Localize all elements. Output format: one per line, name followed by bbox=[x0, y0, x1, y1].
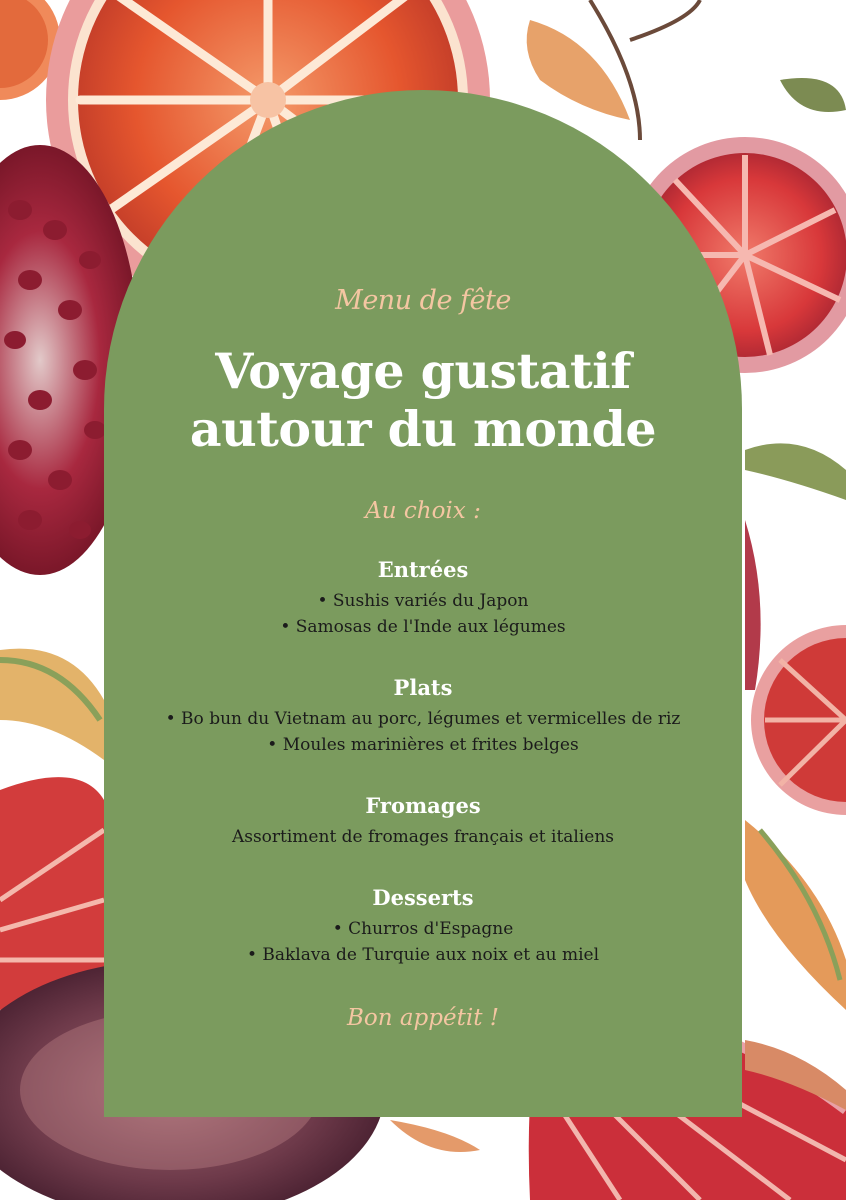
section-heading: Plats bbox=[393, 675, 453, 700]
leaf-left-mid bbox=[0, 649, 104, 760]
menu-title bbox=[104, 342, 742, 458]
menu-subtitle: Menu de fête bbox=[335, 285, 511, 316]
section-heading: Entrées bbox=[377, 557, 469, 582]
menu-item: • Samosas de l'Inde aux légumes bbox=[280, 617, 566, 637]
leaf-right-low bbox=[745, 820, 846, 1010]
menu-item: • Sushis variés du Japon bbox=[317, 591, 529, 611]
section-heading: Desserts bbox=[372, 885, 474, 910]
menu-title-line-1: Voyage gustatif bbox=[215, 342, 631, 400]
section-heading: Fromages bbox=[365, 793, 481, 818]
menu-item: • Bo bun du Vietnam au porc, légumes et vermicelles de riz bbox=[165, 709, 681, 729]
menu-item: Assortiment de fromages français et italiens bbox=[231, 827, 615, 847]
menu-title-line-2: autour du monde bbox=[189, 400, 657, 458]
section-fromages bbox=[104, 793, 742, 850]
menu-content bbox=[104, 90, 742, 1117]
menu-item: • Churros d'Espagne bbox=[332, 919, 514, 939]
menu-item: • Baklava de Turquie aux noix et au miel bbox=[246, 945, 600, 965]
section-plats bbox=[104, 675, 742, 758]
choice-label: Au choix : bbox=[365, 498, 481, 524]
blood-orange-right bbox=[751, 625, 846, 815]
closing-text: Bon appétit ! bbox=[346, 1005, 500, 1031]
menu-item: • Moules marinières et frites belges bbox=[267, 735, 579, 755]
section-desserts bbox=[104, 885, 742, 968]
section-entrees bbox=[104, 557, 742, 640]
